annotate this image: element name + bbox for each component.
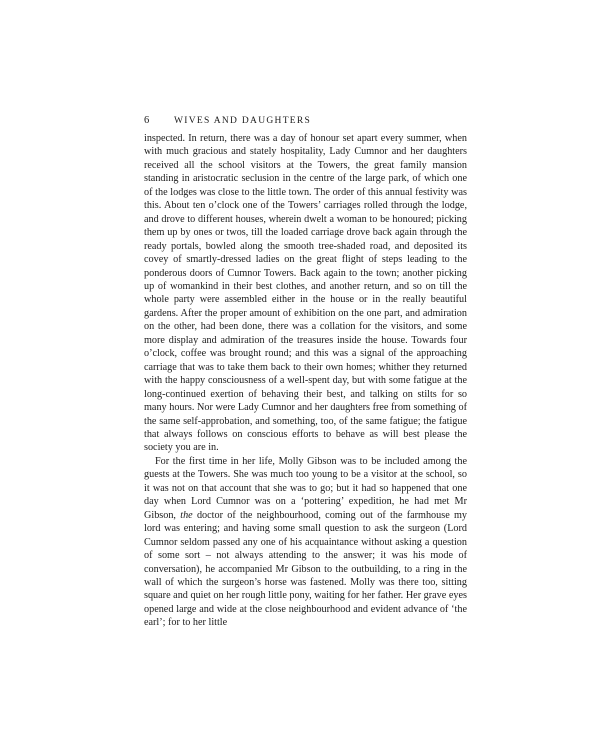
body-paragraph [144,455,467,630]
paragraph-text: doctor of the neighbourhood, coming out of the farmhouse my lord was entering; and having some small question to ask the surgeon (Lord Cumnor seldom passed any one of his acquaintance without asking a question of some sort – not always attending to the answer; it was his mode of conversation), he accompanied Mr Gibson to the outbuilding, to a ring in the wall of which the surgeon’s horse was fastened. Molly was there too, sitting square and quiet on her rough little pony, waiting for her father. Her grave eyes opened large and wide at the close neighbourhood and evident advance of ‘the earl’; for to her little [144,509,467,629]
body-paragraph [144,132,467,455]
running-head [144,113,468,129]
book-title: WIVES AND DAUGHTERS [174,116,312,126]
paragraph-text: For the first time in her life, Molly Gibson was to be included among the guests at the Towers. She was much too young to be a visitor at the school, so it was not on that account that she was to go; but it had so happened that one day when Lord Cumnor was on a ‘pottering’ expedition, he had met Mr Gibson, [144,455,467,521]
page-number: 6 [144,115,150,126]
text-block [144,132,467,630]
paragraph-text: inspected. In return, there was a day of honour set apart every summer, when with much gracious and stately hospitality, Lady Cumnor and her daughters received all the school visitors at the Towers, the great family mansion standing in aristocratic seclusion in the centre of the large park, of which one of the lodges was close to the little town. The order of this annual festivity was this. About ten o’clock one of the Towers’ carriages rolled through the lodge, and drove to different houses, wherein dwelt a woman to be honoured; picking them up by ones or twos, till the loaded carriage drove back again through the ready portals, bowled along the smooth tree-shaded road, and deposited its covey of smartly-dressed ladies on the great flight of steps leading to the ponderous doors of Cumnor Towers. Back again to the town; another picking up of womankind in their best clothes, and another return, and so on till the whole party were assembled either in the house or in the really beautiful gardens. After the proper amount of exhibition on the one part, and admiration on the other, had been done, there was a collation for the visitors, and some more display and admiration of the treasures inside the house. Towards four o’clock, coffee was brought round; and this was a signal of the approaching carriage that was to take them back to their own homes; whither they returned with the happy consciousness of a well-spent day, but with some fatigue at the long-continued exertion of behaving their best, and talking on stilts for so many hours. Nor were Lady Cumnor and her daughters free from something of the same self-approbation, and something, too, of the same fatigue; the fatigue that always follows on conscious efforts to behave as will best please the society you are in. [144,133,467,454]
italic-text: the [180,509,193,521]
